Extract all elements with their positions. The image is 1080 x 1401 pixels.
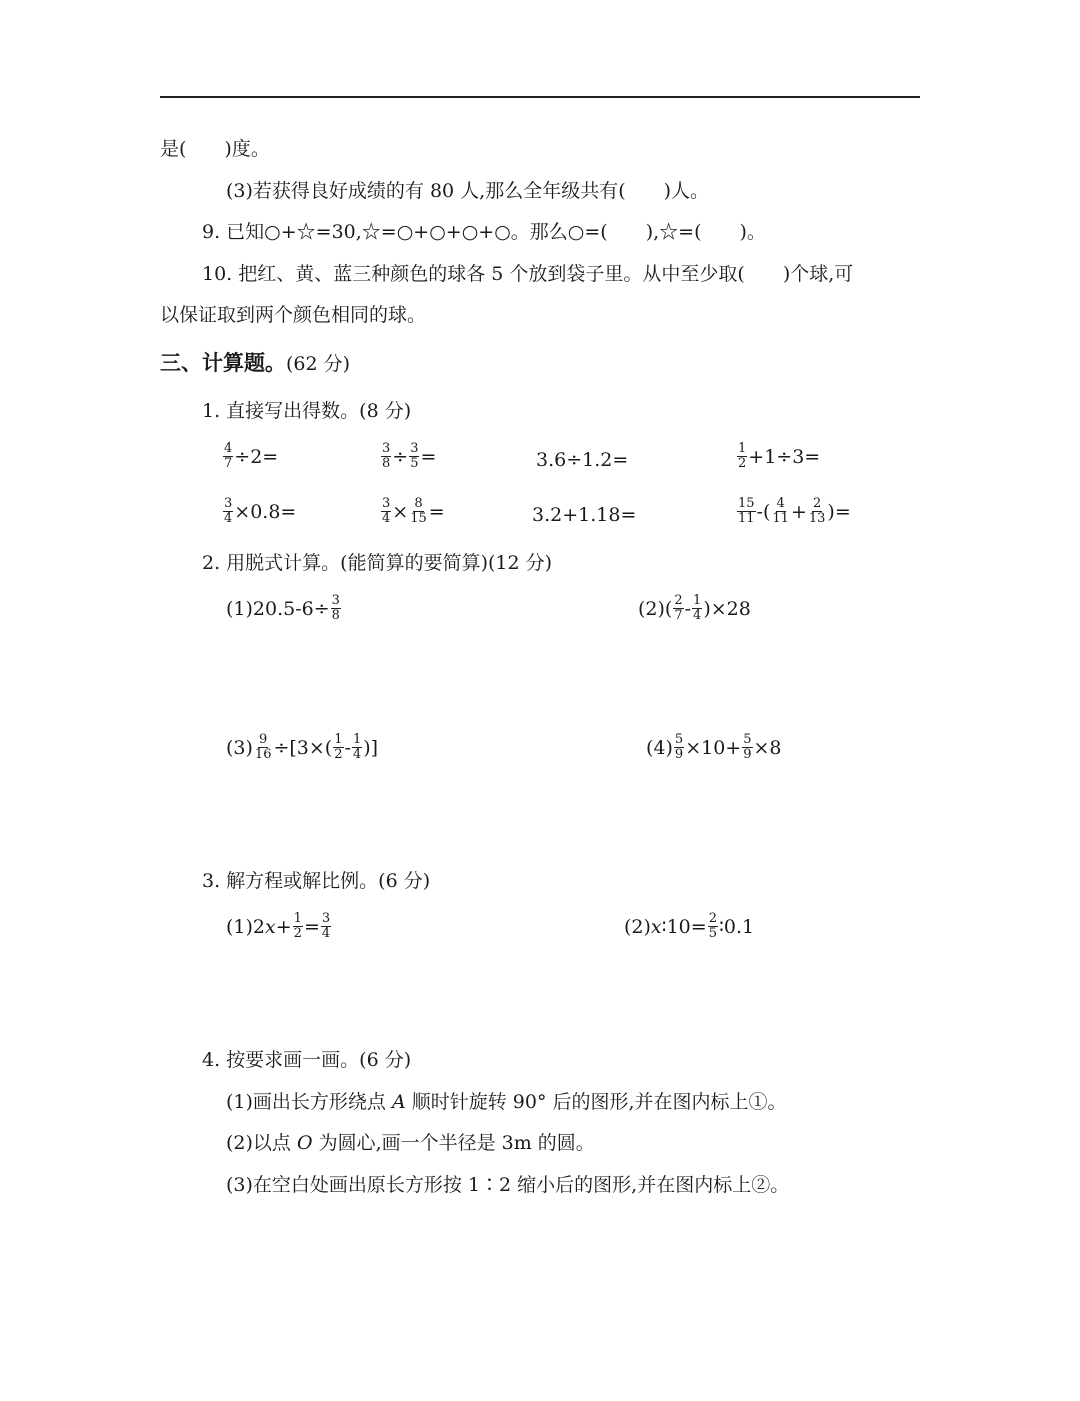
equation: (1)2 x + $\frac{1}{2}$ = $\frac{3}{4}$ xyxy=(226,911,331,941)
calc-item: $\frac{4}{7}$ ÷2= xyxy=(224,441,279,471)
question-title: 1. 直接写出得数。(8 分) xyxy=(202,400,412,422)
calc-item: 3.6÷1.2= xyxy=(536,449,629,471)
fraction: $\frac{2}{13}$ xyxy=(808,496,826,526)
fraction: $\frac{5}{9}$ xyxy=(743,732,752,762)
section-points: (62 分) xyxy=(286,353,351,375)
fraction: $\frac{2}{5}$ xyxy=(708,911,717,941)
instruction-line: (1)画出长方形绕点 A 顺时针旋转 90° 后的图形,并在图内标上①。 xyxy=(226,1091,787,1113)
fraction: $\frac{3}{4}$ xyxy=(321,911,331,941)
section-heading xyxy=(160,350,350,377)
fraction: $\frac{1}{2}$ xyxy=(738,441,747,471)
fraction: $\frac{3}{8}$ xyxy=(382,441,391,471)
fraction: $\frac{9}{16}$ xyxy=(254,732,272,762)
fraction: $\frac{4}{11}$ xyxy=(772,496,789,526)
calc-item: $\frac{3}{4}$ × $\frac{8}{15}$ = xyxy=(382,496,445,526)
fraction: $\frac{2}{7}$ xyxy=(674,593,683,623)
calc-item: $\frac{3}{8}$ ÷ $\frac{3}{5}$ = xyxy=(382,441,437,471)
text-line: 以保证取到两个颜色相同的球。 xyxy=(160,304,427,326)
calc-problem: (3) $\frac{9}{16}$ ÷[3×( $\frac{1}{2}$ - $\frac{1}{4}$ )] xyxy=(226,732,379,762)
calc-problem: (4) $\frac{5}{9}$ ×10+ $\frac{5}{9}$ ×8 xyxy=(646,732,782,762)
calc-item: $\frac{1}{2}$ +1÷3= xyxy=(738,441,821,471)
fraction: $\frac{1}{2}$ xyxy=(334,732,343,762)
text-line: 10. 把红、黄、蓝三种颜色的球各 5 个放到袋子里。从中至少取( )个球,可 xyxy=(202,263,854,285)
text-line: 9. 已知○+☆=30,☆=○+○+○+○。那么○=( ),☆=( )。 xyxy=(202,221,766,243)
fraction: $\frac{1}{4}$ xyxy=(693,593,702,623)
calc-item: $\frac{3}{4}$ ×0.8= xyxy=(224,496,297,526)
fraction: $\frac{3}{8}$ xyxy=(331,593,340,623)
calc-problem: (2)( $\frac{2}{7}$ - $\frac{1}{4}$ )×28 xyxy=(638,593,751,623)
fraction: $\frac{15}{11}$ xyxy=(738,496,755,526)
fraction: $\frac{3}{5}$ xyxy=(410,441,419,471)
fraction: $\frac{8}{15}$ xyxy=(410,496,427,526)
calc-problem: (1)20.5-6÷ $\frac{3}{8}$ xyxy=(226,593,340,623)
instruction-line: (2)以点 O 为圆心,画一个半径是 3m 的圆。 xyxy=(226,1132,595,1154)
fraction: $\frac{3}{4}$ xyxy=(382,496,391,526)
instruction-line: (3)在空白处画出原长方形按 1∶2 缩小后的图形,并在图内标上②。 xyxy=(226,1174,790,1196)
question-title: 3. 解方程或解比例。(6 分) xyxy=(202,870,431,892)
equation: (2) x ∶10= $\frac{2}{5}$ ∶0.1 xyxy=(624,911,755,941)
calc-item: 3.2+1.18= xyxy=(532,504,637,526)
fraction: $\frac{1}{4}$ xyxy=(352,732,362,762)
fraction: $\frac{4}{7}$ xyxy=(224,441,233,471)
question-title: 4. 按要求画一画。(6 分) xyxy=(202,1049,412,1071)
fraction: $\frac{1}{2}$ xyxy=(293,911,302,941)
text-line: 是( )度。 xyxy=(160,138,270,160)
calc-item: $\frac{15}{11}$ -( $\frac{4}{11}$ + $\frac{2}{13}$ )= xyxy=(738,496,851,526)
section-title: 三、计算题。 xyxy=(160,351,286,375)
header-rule xyxy=(160,96,920,98)
question-title: 2. 用脱式计算。(能简算的要简算)(12 分) xyxy=(202,552,553,574)
fraction: $\frac{5}{9}$ xyxy=(674,732,684,762)
text-line: (3)若获得良好成绩的有 80 人,那么全年级共有( )人。 xyxy=(226,180,710,202)
fraction: $\frac{3}{4}$ xyxy=(224,496,233,526)
